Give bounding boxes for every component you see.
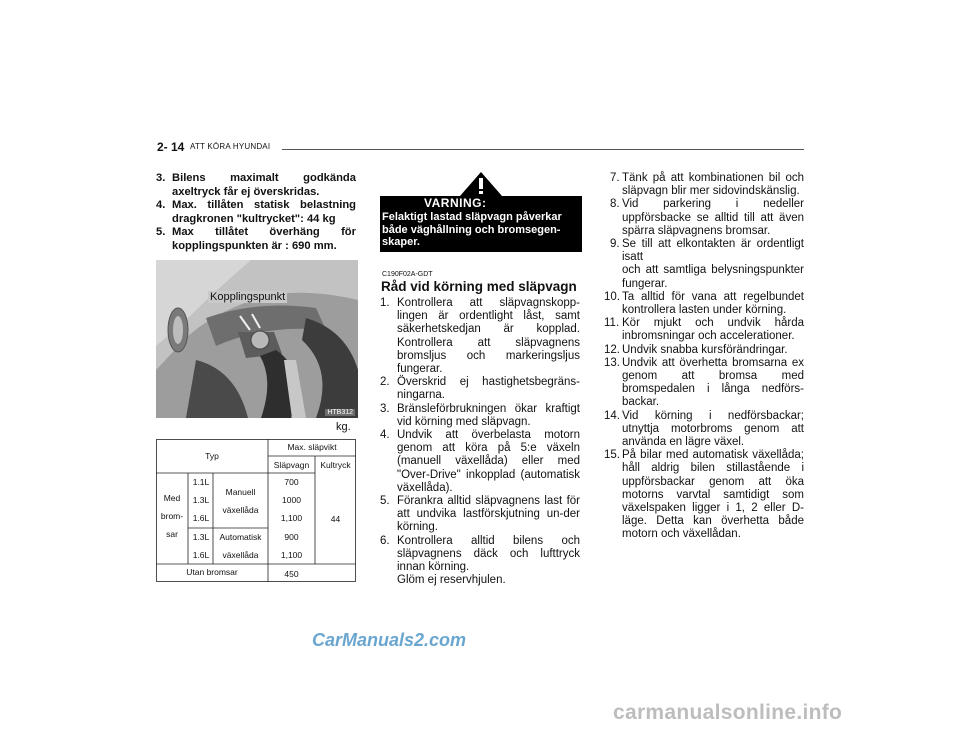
advice-number: 6. bbox=[380, 534, 390, 547]
towbar-illustration bbox=[156, 260, 358, 418]
advice-text: Vid körning i nedförsbackar; utnyttja motorbroms genom att använda en lägre växel. bbox=[622, 409, 804, 449]
advice-text: Vid parkering i nedeller uppförsbacke se alltid till att även spärra släpvagnens bromsar. bbox=[622, 198, 804, 237]
auto-engines bbox=[189, 532, 213, 561]
trailer-weight: 1000 bbox=[282, 495, 301, 505]
unit-label: kg. bbox=[336, 421, 351, 433]
advice-text-extra: och att samtliga belysningspunkter fungerar. bbox=[622, 264, 804, 290]
trailer-weight: 1,100 bbox=[280, 513, 303, 523]
advice-number: 5. bbox=[380, 495, 390, 508]
engine-size: 1.3L bbox=[192, 532, 210, 542]
advice-text: Kontrollera alltid bilens och släpvagnens däck och lufttryck innan körning. bbox=[397, 534, 580, 574]
advice-text: Se till att elkontakten är ordentligt isatt bbox=[622, 238, 804, 264]
max-weight-header: Max. släpvikt bbox=[287, 442, 337, 452]
advice-item bbox=[604, 317, 804, 343]
watermark-link[interactable]: CarManuals2.com bbox=[312, 630, 467, 650]
transmission-label: växellåda bbox=[222, 550, 259, 560]
header-rule bbox=[282, 149, 804, 150]
advice-item bbox=[380, 376, 580, 402]
spec-number: 5. bbox=[156, 226, 166, 238]
advice-text: Kontrollera att släpvagnskopp-lingen är ordentlight låst, samt säkerhetskedjan är kopplad. Kontrollera att släpvagnens bromsljus och markeringsljus fungerar. bbox=[397, 297, 580, 376]
trailer-weight: 700 bbox=[284, 477, 299, 487]
advice-number: 12. bbox=[604, 343, 620, 356]
braked-label-line: sar bbox=[166, 529, 178, 539]
braked-label-line: Med bbox=[163, 493, 181, 503]
engine-size: 1.6L bbox=[192, 513, 210, 523]
section-header: ATT KÖRA HYUNDAI bbox=[190, 142, 271, 151]
advice-item bbox=[604, 449, 804, 541]
towbar-photo bbox=[156, 260, 358, 418]
footer-site-link[interactable]: carmanualsonline.info bbox=[613, 701, 843, 724]
spec-text: Max tillåtet överhäng för kopplingspunkten är : 690 mm. bbox=[172, 226, 356, 252]
advice-number: 9. bbox=[610, 238, 620, 251]
figure-code: HTB312 bbox=[327, 409, 353, 416]
advice-number: 1. bbox=[380, 297, 390, 309]
page-number: 2- 14 bbox=[157, 140, 185, 154]
spec-item bbox=[156, 172, 356, 199]
advice-item bbox=[380, 535, 580, 588]
advice-item bbox=[380, 297, 580, 376]
warning-title: VARNING: bbox=[424, 196, 487, 210]
advice-number: 15. bbox=[604, 449, 620, 462]
advice-item bbox=[604, 198, 804, 238]
advice-text: Tänk på att kombinationen bil och släpvagn blir mer sidovindskänslig. bbox=[622, 172, 804, 198]
engine-size: 1.1L bbox=[192, 477, 210, 487]
advice-list bbox=[380, 297, 580, 587]
advice-text-extra: Glöm ej reservhjulen. bbox=[397, 574, 506, 587]
advice-item bbox=[604, 344, 804, 357]
unbraked-label: Utan bromsar bbox=[186, 567, 238, 577]
advice-number: 11. bbox=[604, 317, 620, 330]
spec-number: 3. bbox=[156, 172, 166, 184]
advice-number: 10. bbox=[604, 290, 620, 303]
unbraked-weight: 450 bbox=[284, 569, 299, 579]
braked-label bbox=[156, 493, 188, 540]
advice-number: 14. bbox=[604, 409, 620, 422]
section-code: C190F02A-GDT bbox=[382, 271, 433, 278]
advice-number: 2. bbox=[380, 376, 390, 389]
advice-item bbox=[604, 410, 804, 450]
advice-text: Undvik att överhetta bromsarna ex genom att bromsa med bromspedalen i långa nedförs-backar. bbox=[622, 356, 804, 409]
advice-text: Undvik att överbelasta motorn genom att köra på 5:e växeln (manuell växellåda) eller med "Over-Drive" inkopplad (automatisk växellåda). bbox=[397, 429, 580, 494]
transmission-label: Manuell bbox=[225, 487, 256, 497]
ball-load-header: Kultryck bbox=[320, 460, 351, 470]
spec-item bbox=[156, 199, 356, 226]
advice-item bbox=[380, 429, 580, 495]
trailer-header: Släpvagn bbox=[273, 460, 310, 470]
auto-weights bbox=[268, 532, 315, 561]
advice-item bbox=[380, 403, 580, 429]
trailer-weight-table bbox=[156, 439, 356, 582]
warning-text: Felaktigt lastad släpvagn påverkar både väghållning och bromsegen-skaper. bbox=[382, 211, 562, 248]
advice-number: 3. bbox=[380, 402, 390, 415]
auto-transmission bbox=[213, 532, 268, 561]
advice-number: 13. bbox=[604, 356, 620, 369]
manual-weights bbox=[268, 477, 315, 524]
advice-item bbox=[604, 238, 804, 291]
section-title: Råd vid körning med släpvagn bbox=[381, 279, 577, 294]
ball-load-value: 44 bbox=[330, 514, 341, 524]
advice-number: 7. bbox=[610, 172, 620, 184]
advice-text: På bilar med automatisk växellåda; håll aldrig bilen stillastående i uppförsbackar genom att öka motorns varvtal samtidigt som växelspaken ligger i 1, 2 eller D-läge. Detta kan överhetta både motorn och växellådan. bbox=[622, 449, 804, 541]
advice-item bbox=[604, 357, 804, 410]
advice-item bbox=[604, 291, 804, 317]
advice-item bbox=[604, 172, 804, 198]
spec-item bbox=[156, 226, 356, 253]
trailer-weight: 900 bbox=[284, 532, 299, 542]
advice-list-continued bbox=[604, 172, 804, 542]
spec-text: Bilens maximalt godkända axeltryck får ej överskridas. bbox=[172, 172, 356, 198]
advice-item bbox=[380, 495, 580, 535]
advice-text: Kör mjukt och undvik hårda inbromsningar och accelerationer. bbox=[622, 317, 804, 343]
engine-size: 1.6L bbox=[192, 550, 210, 560]
typ-header: Typ bbox=[205, 451, 219, 461]
advice-number: 4. bbox=[380, 429, 390, 442]
transmission-label: växellåda bbox=[222, 505, 259, 515]
manual-engines bbox=[189, 477, 213, 524]
spec-number: 4. bbox=[156, 199, 166, 211]
braked-label-line: brom- bbox=[160, 511, 184, 521]
advice-text: Undvik snabba kursförändringar. bbox=[622, 343, 788, 356]
manual-transmission bbox=[213, 487, 268, 516]
spec-text: Max. tillåten statisk belastning dragkronen "kultrycket": 44 kg bbox=[172, 199, 356, 225]
figure-callout: Kopplingspunkt bbox=[210, 291, 286, 303]
advice-number: 8. bbox=[610, 198, 620, 211]
engine-size: 1.3L bbox=[192, 495, 210, 505]
advice-text: Bränsleförbrukningen ökar kraftigt vid körning med släpvagn. bbox=[397, 402, 580, 428]
advice-text: Förankra alltid släpvagnens last för att undvika lastförskjutning un-der körning. bbox=[397, 495, 580, 534]
spec-list bbox=[156, 172, 356, 253]
trailer-weight: 1,100 bbox=[280, 550, 303, 560]
transmission-label: Automatisk bbox=[219, 532, 262, 542]
advice-text: Överskrid ej hastighetsbegräns-ningarna. bbox=[397, 376, 580, 402]
advice-text: Ta alltid för vana att regelbundet kontrollera lasten under körning. bbox=[622, 290, 804, 317]
